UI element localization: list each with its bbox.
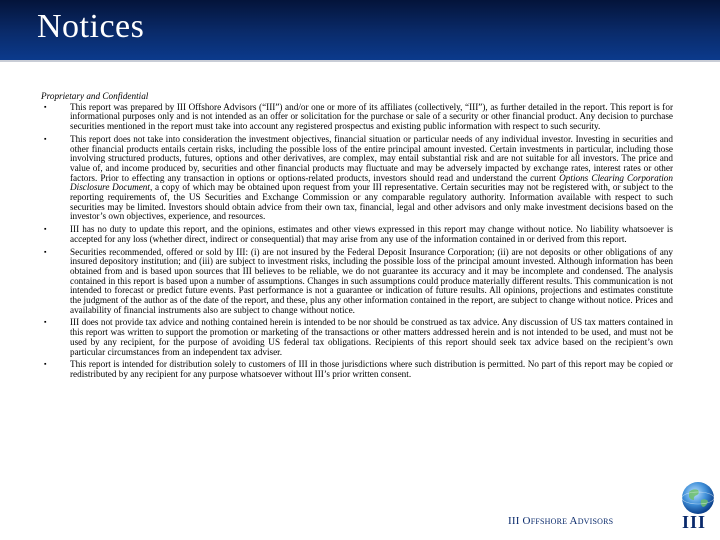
header-bar <box>0 0 720 60</box>
bullet-icon: ▪ <box>44 102 47 111</box>
notices-list <box>41 103 673 380</box>
list-item <box>41 318 673 357</box>
notice-text: This report is intended for distribution solely to customers of III in those jurisdictions where such distribution is permitted. No part of this report may be copied or redistributed by any recipient for any purpose whatsoever without III’s prior written consent. <box>70 359 673 379</box>
notice-text: III has no duty to update this report, and the opinions, estimates and other views expressed in this report may change without notice. No liability whatsoever is accepted for any loss (whether direct, indirect or consequential) that may arise from any use of the information contained in or derived from this report. <box>70 224 673 244</box>
firm-name <box>508 515 613 527</box>
globe-icon <box>680 480 716 516</box>
list-item <box>41 225 673 244</box>
header-divider <box>0 60 720 62</box>
list-item <box>41 103 673 132</box>
firm-name-prefix: III <box>508 515 520 527</box>
section-subtitle: Proprietary and Confidential <box>41 91 149 101</box>
list-item <box>41 135 673 222</box>
page-title: Notices <box>37 8 145 45</box>
bullet-icon: ▪ <box>44 225 47 234</box>
bullet-icon: ▪ <box>44 247 47 256</box>
notice-text: III does not provide tax advice and nothing contained herein is intended to be nor should be construed as tax advice. Any discussion of US tax matters contained in this report was written to support the promotion or marketing of the transactions or other matters addressed herein and is not intended to be used, and must not be used by any recipient, for the purpose of avoiding US federal tax obligations. Recipients of this report should seek tax advice based on the recipient’s own particular circumstances from an independent tax adviser. <box>70 317 673 357</box>
notice-text-cont: , a copy of which may be obtained upon request from your III representative. Certain securities may not be registered with, or subject to the reporting requirements of, the US Securities and Exchange Commission or any comparable regulatory authority. Information available with respect to such securities may be limited. Investors should obtain advice from their own tax, financial, legal and other advisors and only make investment decisions based on the investor’s own objectives, experience, and resources. <box>70 182 674 222</box>
notice-text: Securities recommended, offered or sold by III: (i) are not insured by the Federal Deposit Insurance Corporation; (ii) are not deposits or other obligations of any insured depository institution; and (iii) are subject to investment risks, including the possible loss of the principal amount invested. Although information has been obtained from and is based upon sources that III believes to be reliable, we do not guarantee its accuracy and it may be incomplete and condensed. The analysis contained in this report is based upon a number of assumptions. Changes in such assumptions could produce materially different results. This communication is not intended to forecast or predict future events. Past performance is not a guarantee or indication of future results. All opinions, projections and estimates constitute the judgment of the author as of the date of the report, and these, plus any other information contained in the report, are subject to change without notice. Prices and availability of financial instruments also are subject to change without notice. <box>70 246 673 315</box>
list-item <box>41 248 673 316</box>
notice-text: This report was prepared by III Offshore Advisors (“III”) and/or one or more of its affiliates (collectively, “III”), as further detailed in the report. This report is for informational purposes only and is not intended as an offer or solicitation for the purchase or sale of a security or other financial product. Any decision to purchase securities mentioned in the report must take into account any registered prospectus and existing public information with respect to such security. <box>70 101 673 132</box>
notice-text: This report does not take into consideration the investment objectives, financial situation or particular needs of any individual investor. Investing in securities and other financial products entails certain risks, including the possible loss of the entire principal amount invested. Certain investments in particular, including those involving structured products, futures, options and other derivatives, are complex, may entail substantial risk and are not suitable for all investors. The price and value of, and income produced by, securities and other financial products may fluctuate and may be adversely impacted by exchange rates, interest rates or other factors. Prior to effecting any transaction in options or options-related products, investors should read and understand the current <box>70 133 673 183</box>
logo: III <box>682 512 707 532</box>
bullet-icon: ▪ <box>44 134 47 143</box>
notices-body <box>41 92 673 383</box>
list-item <box>41 360 673 379</box>
notice-text-italic: Options Clearing Corporation Disclosure Document <box>70 172 673 193</box>
bullet-icon: ▪ <box>44 318 47 327</box>
firm-name-suffix: Offshore Advisors <box>522 515 614 527</box>
bullet-icon: ▪ <box>44 360 47 369</box>
